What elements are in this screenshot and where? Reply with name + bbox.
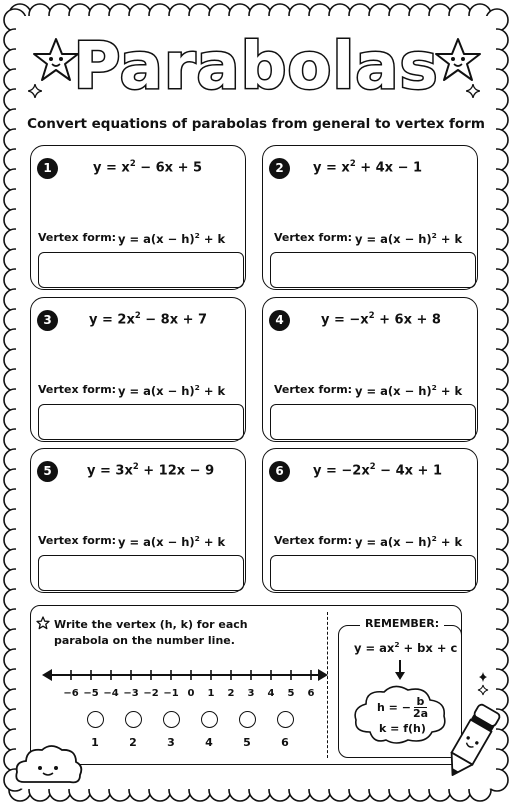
sparkle-icon [28,84,42,98]
vertex-form-template: $y = a(x - h)^2 + k$ [118,383,226,398]
problem-card-6 [262,448,478,593]
problem-card-3 [30,297,246,442]
problem-number: 6 [269,461,290,482]
vertex-form-template: $y = a(x - h)^2 + k$ [355,383,463,398]
vertex-form-template: $y = a(x - h)^2 + k$ [355,534,463,549]
answer-circle-label: 6 [281,736,289,749]
problem-equation: $y = -2x^2 - 4x + 1$ [313,461,442,479]
answer-circle[interactable] [239,711,256,728]
number-line [40,665,330,685]
answer-box[interactable] [270,555,476,591]
answer-circle[interactable] [87,711,104,728]
h-denominator: 2a [412,707,429,720]
vertex-form-label: Vertex form: [274,534,353,547]
answer-circle[interactable] [201,711,218,728]
sparkle-icon [466,84,480,98]
problem-number: 3 [37,310,58,331]
problem-card-5 [30,448,246,593]
problem-equation: $y = -x^2 + 6x + 8$ [321,310,441,328]
answer-circle-label: 3 [167,736,175,749]
answer-circle[interactable] [163,711,180,728]
tick-label: −1 [163,688,179,699]
vertex-form-label: Vertex form: [38,231,117,244]
vertex-form-label: Vertex form: [38,383,117,396]
number-line-instruction: Write the vertex (h, k) for each parabola on the number line. [54,618,248,647]
title-text: Parabolas [73,30,439,104]
tick-label: 5 [287,688,295,699]
tick-label: −2 [143,688,159,699]
smiling-star-icon [32,36,80,84]
vertex-form-label: Vertex form: [274,231,353,244]
smiling-pencil-icon [440,702,502,784]
vertex-form-template: $y = a(x - h)^2 + k$ [355,231,463,246]
answer-circle-label: 5 [243,736,251,749]
problem-card-2 [262,145,478,290]
remember-heading: REMEMBER: [360,617,444,630]
tick-label: −6 [63,688,79,699]
problem-card-1 [30,145,246,290]
problem-card-4 [262,297,478,442]
problem-number: 4 [269,310,290,331]
answer-circle-label: 2 [129,736,137,749]
tick-label: 0 [187,688,195,699]
tick-label: −4 [103,688,119,699]
answer-box[interactable] [38,555,244,591]
tick-label: 1 [207,688,215,699]
sparkle-icon [476,672,490,698]
tick-label: −3 [123,688,139,699]
arrow-down-icon [394,659,406,681]
instructions-heading: Convert equations of parabolas from general to vertex form [27,116,485,132]
h-formula: h = − $\frac{b}{2a}$ [377,695,429,720]
problem-number: 2 [269,158,290,179]
problem-number: 1 [37,158,58,179]
vertex-form-label: Vertex form: [38,534,117,547]
vertex-form-label: Vertex form: [274,383,353,396]
tick-label: 3 [247,688,255,699]
problem-equation: $y = x^2 + 4x - 1$ [313,158,423,176]
smiling-star-icon [434,36,482,84]
tick-label: 2 [227,688,235,699]
answer-circle-label: 1 [91,736,99,749]
answer-box[interactable] [38,404,244,440]
general-form-equation: $y = ax^2$ + bx + c [354,640,458,655]
answer-box[interactable] [270,252,476,288]
smiling-cloud-icon [14,742,84,788]
tick-label: −5 [83,688,99,699]
tick-label: 6 [307,688,315,699]
section-divider [327,612,328,758]
problem-equation: $y = 3x^2 + 12x - 9$ [87,461,215,479]
answer-circle[interactable] [277,711,294,728]
star-outline-icon [36,616,50,630]
problem-equation: $y = 2x^2 - 8x + 7$ [89,310,208,328]
k-formula: k = f(h) [379,722,426,735]
problem-number: 5 [37,461,58,482]
vertex-form-template: $y = a(x - h)^2 + k$ [118,534,226,549]
h-numerator: b [414,696,428,708]
answer-box[interactable] [38,252,244,288]
answer-circle-label: 4 [205,736,213,749]
problem-equation: $y = x^2 - 6x + 5$ [93,158,203,176]
answer-circle[interactable] [125,711,142,728]
vertex-form-template: $y = a(x - h)^2 + k$ [118,231,226,246]
tick-label: 4 [267,688,275,699]
answer-box[interactable] [270,404,476,440]
